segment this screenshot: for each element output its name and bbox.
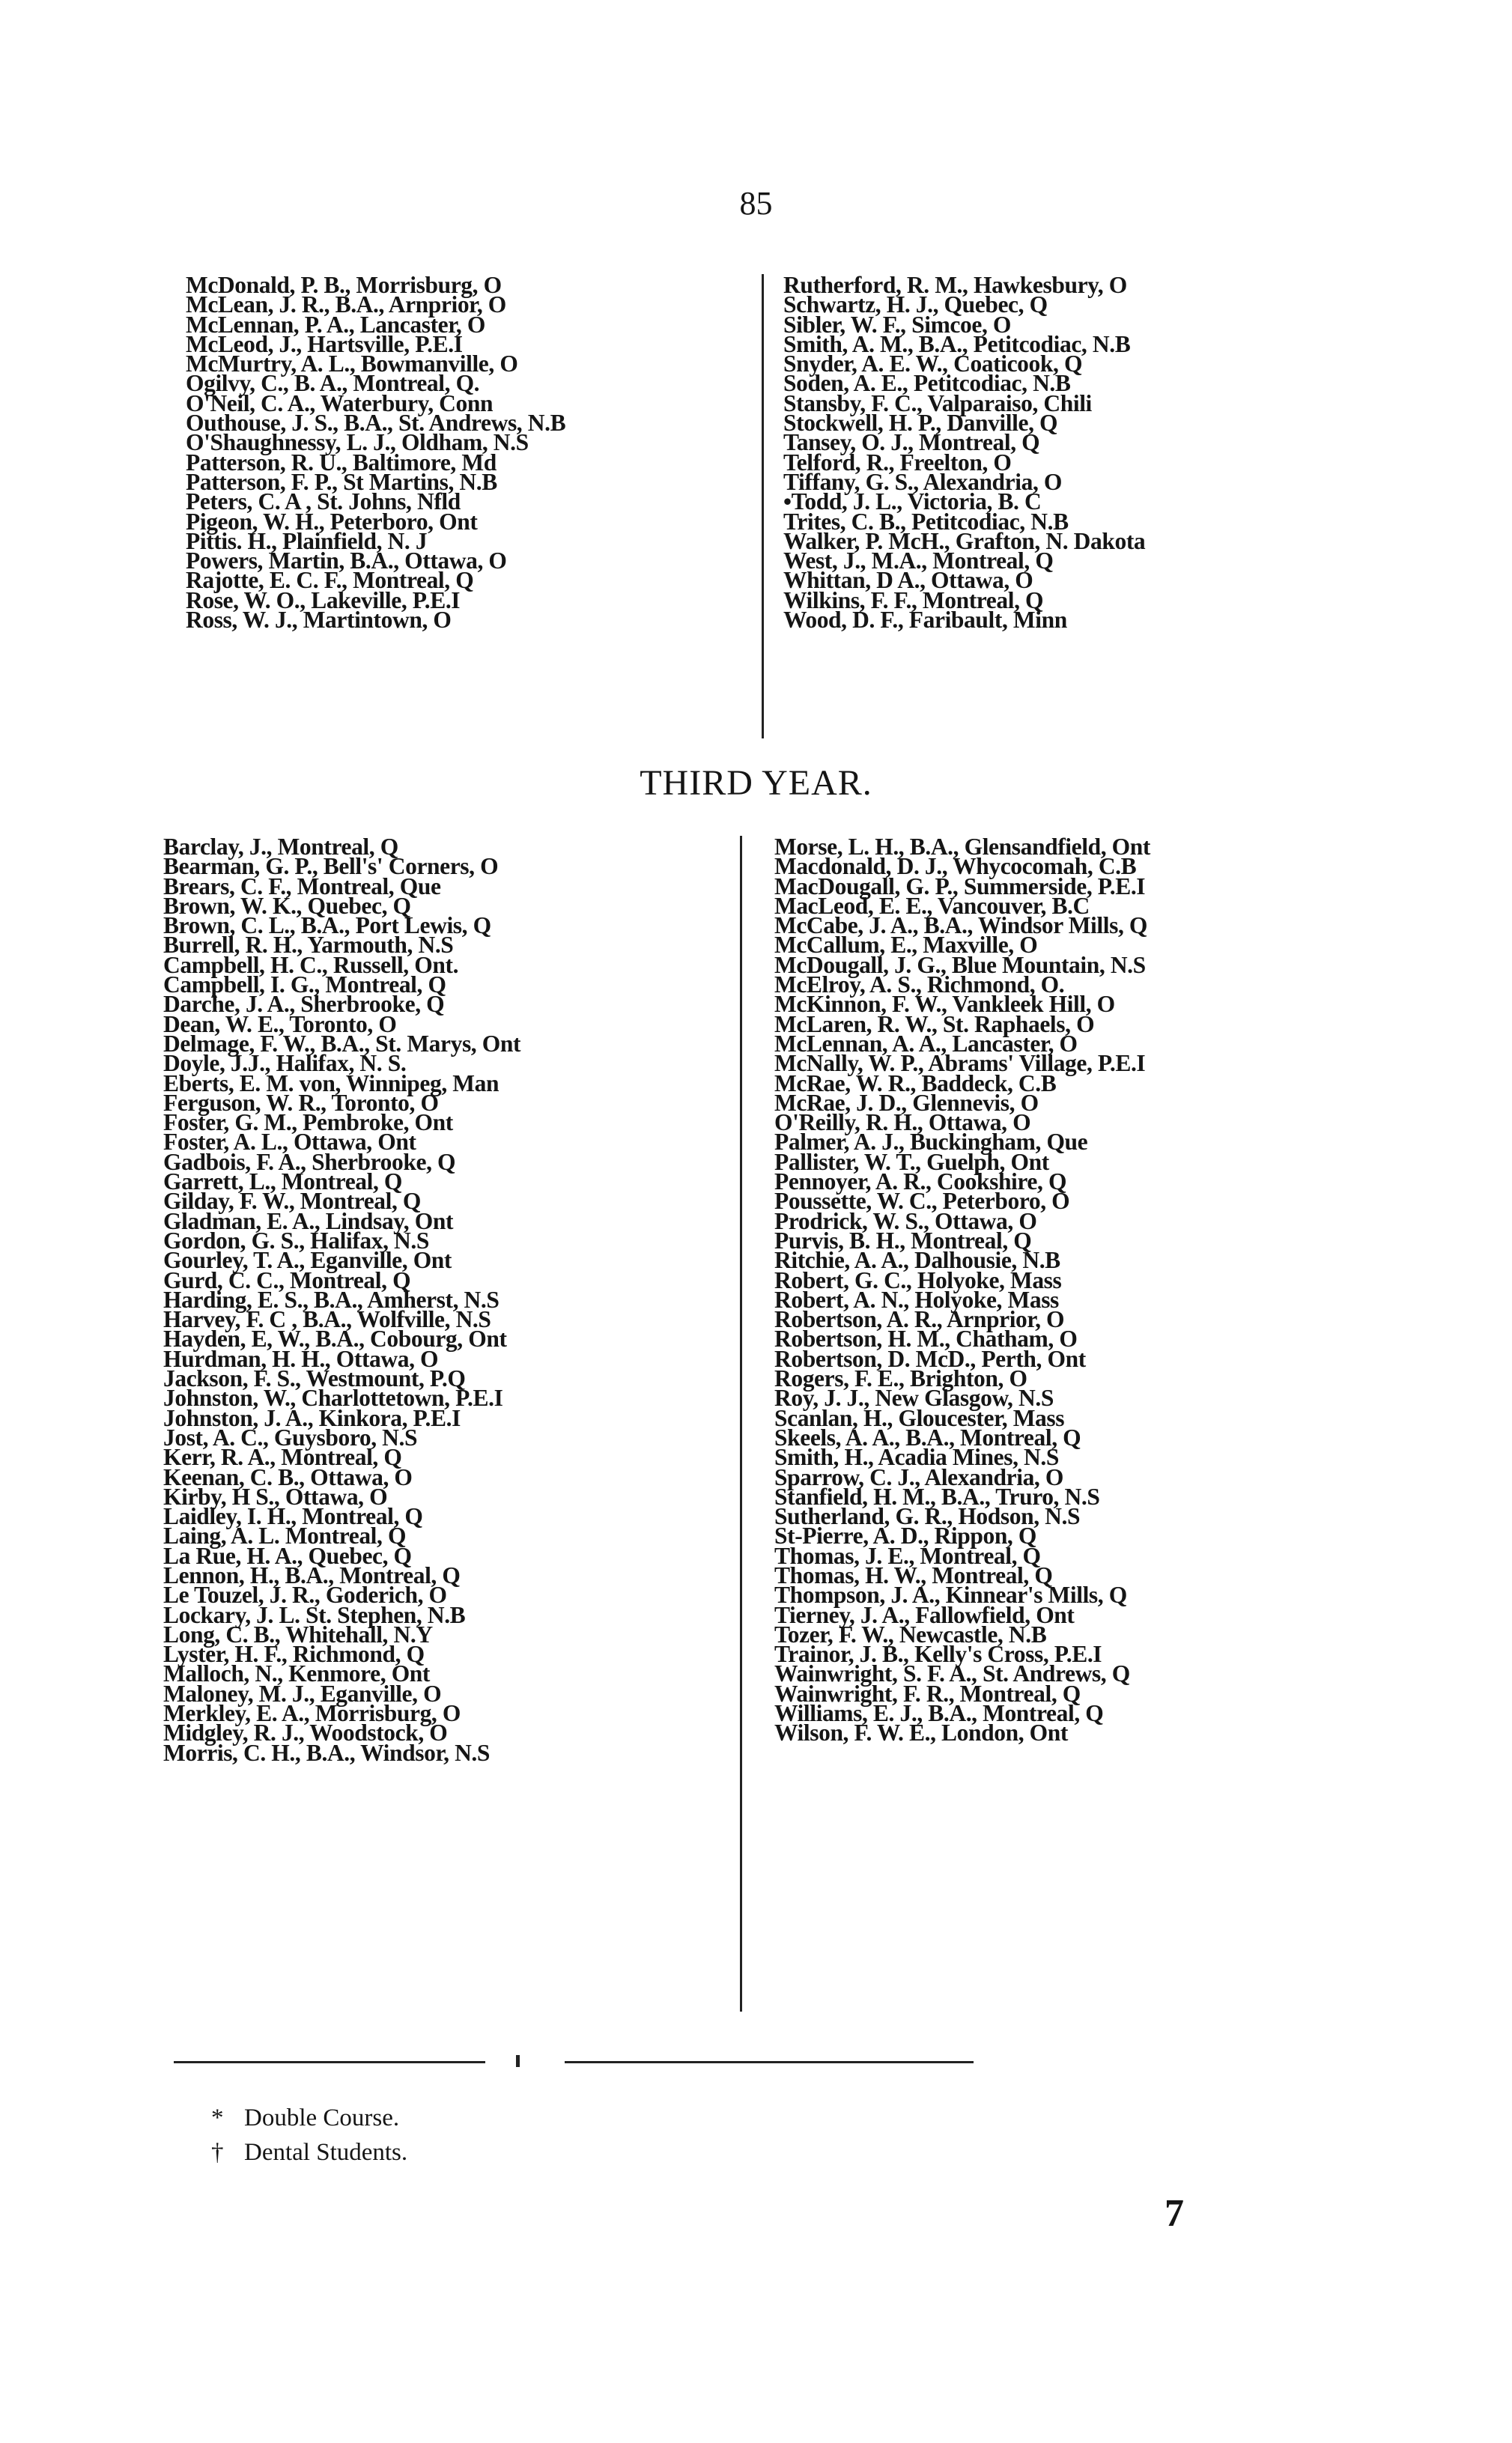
list-item: Hayden, E, W., B.A., Cobourg, Ont	[163, 1326, 507, 1353]
list-item: Wilson, F. W. E., London, Ont	[774, 1720, 1068, 1746]
list-item: McRae, J. D., Glennevis, O	[774, 1089, 1039, 1116]
list-item: Gurd, C. C., Montreal, Q	[163, 1266, 411, 1293]
list-item: Trainor, J. B., Kelly's Cross, P.E.I	[774, 1641, 1102, 1668]
list-item: Ogilvy, C., B. A., Montreal, Q.	[186, 370, 480, 397]
list-item: Gourley, T. A., Eganville, Ont	[163, 1247, 452, 1274]
list-item: MacLeod, E. E., Vancouver, B.C	[774, 892, 1090, 919]
list-item: Thompson, J. A., Kinnear's Mills, Q	[774, 1582, 1127, 1609]
list-item: •Todd, J. L., Victoria, B. C	[783, 488, 1042, 515]
list-item: Soden, A. E., Petitcodiac, N.B	[783, 370, 1071, 397]
list-item: McDougall, J. G., Blue Mountain, N.S	[774, 951, 1146, 978]
list-item: Brears, C. F., Montreal, Que	[163, 872, 441, 899]
list-item: Robert, G. C., Holyoke, Mass	[774, 1266, 1062, 1293]
bottom-left-column	[163, 834, 521, 1766]
footnote-dental-students	[211, 2140, 407, 2165]
list-item: Malloch, N., Kenmore, Ont	[163, 1660, 431, 1687]
list-item: Thomas, J. E., Montreal, Q	[774, 1542, 1041, 1569]
list-item: Kirby, H S., Ottawa, O	[163, 1483, 388, 1510]
list-item: La Rue, H. A., Quebec, Q	[163, 1542, 412, 1569]
list-item: Wood, D. F., Faribault, Minn	[783, 607, 1067, 634]
list-item: Ross, W. J., Martintown, O	[186, 607, 452, 634]
list-item: Whittan, D A., Ottawa, O	[783, 567, 1033, 594]
list-item: Smith, H., Acadia Mines, N.S	[774, 1444, 1059, 1471]
list-item: Morse, L. H., B.A., Glensandfield, Ont	[774, 834, 1150, 860]
list-item: Campbell, H. C., Russell, Ont.	[163, 951, 459, 978]
list-item: Long, C. B., Whitehall, N.Y	[163, 1621, 433, 1648]
list-item: Powers, Martin, B.A., Ottawa, O	[186, 547, 507, 574]
column-divider	[762, 274, 764, 738]
list-item: McMurtry, A. L., Bowmanville, O	[186, 350, 518, 377]
list-item: Patterson, R. U., Baltimore, Md	[186, 449, 497, 476]
list-item: Outhouse, J. S., B.A., St. Andrews, N.B	[186, 410, 566, 437]
list-item: Snyder, A. E. W., Coaticook, Q	[783, 350, 1083, 377]
list-item: Merkley, E. A., Morrisburg, O	[163, 1700, 461, 1727]
list-item: Gilday, F. W., Montreal, Q	[163, 1188, 422, 1215]
list-item: Thomas, H. W., Montreal, Q	[774, 1562, 1053, 1588]
list-item: Stockwell, H. P., Danville, Q	[783, 410, 1058, 437]
footnote-text: Double Course.	[244, 2104, 400, 2131]
list-item: Poussette, W. C., Peterboro, O	[774, 1188, 1070, 1215]
list-item: McDonald, P. B., Morrisburg, O	[186, 272, 502, 298]
list-item: Tansey, O. J., Montreal, Q	[783, 429, 1040, 456]
list-item: Smith, A. M., B.A., Petitcodiac, N.B	[783, 330, 1131, 357]
footnote-text: Dental Students.	[244, 2139, 408, 2166]
list-item: Gladman, E. A., Lindsay, Ont	[163, 1207, 454, 1234]
list-item: Scanlan, H., Gloucester, Mass	[774, 1404, 1065, 1431]
list-item: Morris, C. H., B.A., Windsor, N.S	[163, 1739, 491, 1766]
list-item: Williams, E. J., B.A., Montreal, Q	[774, 1700, 1104, 1727]
list-item: Eberts, E. M. von, Winnipeg, Man	[163, 1069, 500, 1096]
list-item: Schwartz, H. J., Quebec, Q	[783, 291, 1048, 318]
list-item: Sibler, W. F., Simcoe, O	[783, 311, 1012, 338]
footnote-mark: *	[211, 2104, 224, 2131]
list-item: Foster, A. L., Ottawa, Ont	[163, 1129, 416, 1156]
list-item: Peters, C. A , St. Johns, Nfld	[186, 488, 461, 515]
list-item: Brown, W. K., Quebec, Q	[163, 892, 411, 919]
bottom-right-column	[774, 834, 1150, 1746]
list-item: Pigeon, W. H., Peterboro, Ont	[186, 508, 478, 535]
list-item: McNally, W. P., Abrams' Village, P.E.I	[774, 1050, 1146, 1077]
list-item: Burrell, R. H., Yarmouth, N.S	[163, 932, 454, 959]
list-item: O'Neil, C. A., Waterbury, Conn	[186, 389, 494, 416]
list-item: Trites, C. B., Petitcodiac, N.B	[783, 508, 1069, 535]
list-item: McRae, W. R., Baddeck, C.B	[774, 1069, 1057, 1096]
list-item: O'Shaughnessy, L. J., Oldham, N.S	[186, 429, 529, 456]
list-item: Pennoyer, A. R., Cookshire, Q	[774, 1168, 1067, 1195]
list-item: Stansby, F. C., Valparaiso, Chili	[783, 389, 1092, 416]
list-item: Keenan, C. B., Ottawa, O	[163, 1463, 413, 1490]
list-item: Robert, A. N., Holyoke, Mass	[774, 1286, 1059, 1313]
list-item: Roy, J. J., New Glasgow, N.S	[774, 1385, 1054, 1412]
list-item: Le Touzel, J. R., Goderich, O	[163, 1582, 447, 1609]
list-item: Johnston, J. A., Kinkora, P.E.I	[163, 1404, 461, 1431]
top-right-column	[783, 272, 1146, 634]
list-item: Macdonald, D. J., Whycocomah, C.B	[774, 853, 1137, 880]
list-item: Campbell, I. G., Montreal, Q	[163, 971, 446, 998]
list-item: Lennon, H., B.A., Montreal, Q	[163, 1562, 461, 1588]
list-item: Garrett, L., Montreal, Q	[163, 1168, 403, 1195]
list-item: Laidley, I. H., Montreal, Q	[163, 1503, 423, 1530]
list-item: Foster, G. M., Pembroke, Ont	[163, 1109, 453, 1136]
list-item: Laing, A. L. Montreal, Q	[163, 1523, 407, 1550]
footnote-double-course	[211, 2106, 399, 2131]
list-item: Johnston, W., Charlottetown, P.E.I	[163, 1385, 503, 1412]
list-item: McCallum, E., Maxville, O	[774, 932, 1038, 959]
list-item: Kerr, R. A., Montreal, Q	[163, 1444, 402, 1471]
list-item: Wainwright, S. F. A., St. Andrews, Q	[774, 1660, 1130, 1687]
section-heading: THIRD YEAR.	[640, 763, 872, 803]
list-item: McElroy, A. S., Richmond, O.	[774, 971, 1065, 998]
page-number: 85	[739, 185, 773, 222]
list-item: West, J., M.A., Montreal, Q	[783, 547, 1054, 574]
list-item: Ritchie, A. A., Dalhousie, N.B	[774, 1247, 1060, 1274]
list-item: Barclay, J., Montreal, Q	[163, 834, 398, 860]
list-item: Delmage, F. W., B.A., St. Marys, Ont	[163, 1030, 521, 1057]
list-item: Doyle, J.J., Halifax, N. S.	[163, 1050, 407, 1077]
list-item: Robertson, H. M., Chatham, O	[774, 1326, 1078, 1353]
list-item: Lockary, J. L. St. Stephen, N.B	[163, 1601, 466, 1628]
list-item: Harding, E. S., B.A., Amherst, N.S	[163, 1286, 500, 1313]
list-item: Rose, W. O., Lakeville, P.E.I	[186, 586, 461, 613]
list-item: Gordon, G. S., Halifax, N.S	[163, 1227, 430, 1254]
list-item: Tierney, J. A., Fallowfield, Ont	[774, 1601, 1075, 1628]
top-left-column	[186, 272, 566, 634]
list-item: Skeels, A. A., B.A., Montreal, Q	[774, 1424, 1081, 1451]
list-item: Midgley, R. J., Woodstock, O	[163, 1720, 448, 1746]
list-item: MacDougall, G. P., Summerside, P.E.I	[774, 872, 1146, 899]
list-item: Sutherland, G. R., Hodson, N.S	[774, 1503, 1081, 1530]
list-item: St-Pierre, A. D., Rippon, Q	[774, 1523, 1036, 1550]
list-item: Dean, W. E., Toronto, O	[163, 1010, 397, 1037]
list-item: Patterson, F. P., St Martins, N.B	[186, 468, 497, 495]
list-item: Prodrick, W. S., Ottawa, O	[774, 1207, 1037, 1234]
list-item: Robertson, A. R., Arnprior, O	[774, 1306, 1065, 1333]
list-item: McLean, J. R., B.A., Arnprior, O	[186, 291, 506, 318]
list-item: McLeod, J., Hartsville, P.E.I	[186, 330, 463, 357]
list-item: McCabe, J. A., B.A., Windsor Mills, Q	[774, 912, 1147, 939]
list-item: McLennan, A. A., Lancaster, O	[774, 1030, 1078, 1057]
list-item: Ferguson, W. R., Toronto, O	[163, 1089, 439, 1116]
column-divider	[740, 836, 742, 2012]
list-item: Jackson, F. S., Westmount, P.Q	[163, 1365, 466, 1392]
footnote-mark: †	[211, 2139, 224, 2166]
list-item: Stanfield, H. M., B.A., Truro, N.S	[774, 1483, 1100, 1510]
list-item: Rogers, F. E., Brighton, O	[774, 1365, 1027, 1392]
list-item: Tozer, F. W., Newcastle, N.B	[774, 1621, 1047, 1648]
footer-rule	[565, 2061, 974, 2063]
list-item: Sparrow, C. J., Alexandria, O	[774, 1463, 1063, 1490]
list-item: Darche, J. A., Sherbrooke, Q	[163, 991, 445, 1018]
list-item: Tiffany, G. S., Alexandria, O	[783, 468, 1063, 495]
list-item: Hurdman, H. H., Ottawa, O	[163, 1345, 439, 1372]
signature-mark: 7	[1165, 2192, 1184, 2235]
list-item: Wainwright, F. R., Montreal, Q	[774, 1680, 1081, 1707]
list-item: Maloney, M. J., Eganville, O	[163, 1680, 442, 1707]
list-item: Jost, A. C., Guysboro, N.S	[163, 1424, 418, 1451]
list-item: McKinnon, F. W., Vankleek Hill, O	[774, 991, 1115, 1018]
list-item: Telford, R., Freelton, O	[783, 449, 1012, 476]
list-item: O'Reilly, R. H., Ottawa, O	[774, 1109, 1031, 1136]
list-item: Walker, P. McH., Grafton, N. Dakota	[783, 527, 1146, 554]
list-item: Bearman, G. P., Bell's' Corners, O	[163, 853, 499, 880]
footer-rule	[174, 2061, 485, 2063]
list-item: Rutherford, R. M., Hawkesbury, O	[783, 272, 1127, 298]
list-item: McLaren, R. W., St. Raphaels, O	[774, 1010, 1095, 1037]
list-item: Brown, C. L., B.A., Port Lewis, Q	[163, 912, 491, 939]
list-item: Gadbois, F. A., Sherbrooke, Q	[163, 1148, 456, 1175]
list-item: Lyster, H. F., Richmond, Q	[163, 1641, 425, 1668]
list-item: McLennan, P. A., Lancaster, O	[186, 311, 485, 338]
list-item: Rajotte, E. C. F., Montreal, Q	[186, 567, 474, 594]
list-item: Pallister, W. T., Guelph, Ont	[774, 1148, 1049, 1175]
footer-rule-mark	[516, 2055, 520, 2067]
list-item: Palmer, A. J., Buckingham, Que	[774, 1129, 1088, 1156]
list-item: Harvey, F. C , B.A., Wolfville, N.S	[163, 1306, 491, 1333]
list-item: Purvis, B. H., Montreal, Q	[774, 1227, 1032, 1254]
list-item: Robertson, D. McD., Perth, Ont	[774, 1345, 1086, 1372]
list-item: Wilkins, F. F., Montreal, Q	[783, 586, 1044, 613]
list-item: Pittis. H., Plainfield, N. J	[186, 527, 428, 554]
